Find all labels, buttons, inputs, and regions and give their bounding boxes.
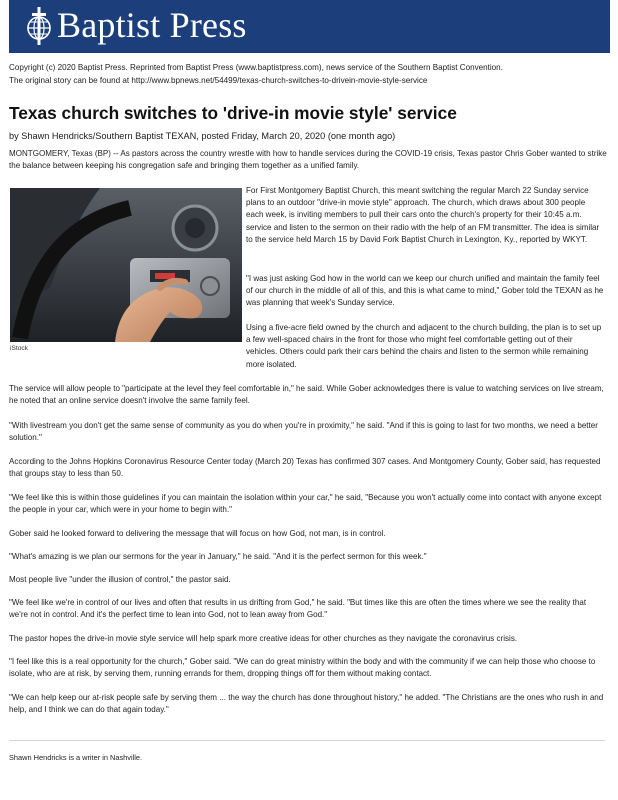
body-paragraph: The service will allow people to "participate at the level they feel comfortable in," he said. While Gober acknowledges there is value to watching services on live stream, he noted that an online service doesn't involve the same family feel. (9, 384, 604, 406)
body-paragraph: "What's amazing is we plan our sermons for the year in January," he said. "And it is the perfect sermon for this week." (9, 552, 427, 561)
body-paragraph: Gober said he looked forward to delivering the message that will focus on how God, not man, is in control. (9, 529, 386, 538)
body-paragraph: "With livestream you don't get the same sense of community as you do when you're in proximity," he said. "And if this is going to last for two months, we need a better solution." (9, 421, 598, 443)
intro-paragraph: MONTGOMERY, Texas (BP) -- As pastors across the country wrestle with how to handle services during the COVID-19 crisis, Texas pastor Chris Gober wanted to strike the balance between keeping his congregation safe and bringing them together as a unified family. (9, 149, 607, 171)
masthead-banner (9, 0, 610, 53)
article-headline: Texas church switches to 'drive-in movie style' service (9, 103, 457, 123)
body-paragraph: According to the Johns Hopkins Coronavirus Resource Center today (March 20) Texas has confirmed 307 cases. And Montgomery County, Gober said, has requested that groups stay to less than 50. (9, 457, 601, 479)
side-paragraph: For First Montgomery Baptist Church, this meant switching the regular March 22 Sunday service plans to an outdoor "drive-in movie style" approach. The church, which draws about 300 people each week, is inviting members to pull their cars onto the church's property for their 10:45 a.m. service and listen to the sermon on their radio with the help of an FM transmitter. The idea is similar to the service held March 15 by David Fork Baptist Church in Lexington, Ky., reported by WKYT. (246, 186, 600, 244)
body-paragraph: The pastor hopes the drive-in movie style service will help spark more creative ideas for other churches as they navigate the coronavirus crisis. (9, 634, 518, 643)
cross-globe-icon (23, 6, 55, 46)
photo-caption: iStock (10, 345, 28, 352)
body-paragraph: "We can help keep our at-risk people safe by serving them ... the way the church has done throughout history," he added. "The Christians are the ones who rush in and help, and I think we can do that again today." (9, 693, 604, 715)
side-paragraph: "I was just asking God how in the world can we keep our church unified and maintain the family feel of our church in the middle of all of this, and this is what came to mind," Gober told the TEXAN as he was planning that week's Sunday service. (246, 274, 604, 308)
copyright-line: Copyright (c) 2020 Baptist Press. Reprinted from Baptist Press (www.baptistpress.com), news service of the Southern Baptist Convention. (9, 63, 503, 72)
brand-title[interactable]: Baptist Press (57, 5, 247, 45)
original-story-line: The original story can be found at http://www.bpnews.net/54499/texas-church-switches-to-drivein-movie-style-service (9, 76, 428, 85)
body-paragraph: "We feel like this is within those guidelines if you can maintain the isolation within your car," he said, "Because you won't actually come into contact with anyone except the people in your car, which were in your home to begin with." (9, 493, 602, 515)
article-byline: by Shawn Hendricks/Southern Baptist TEXAN, posted Friday, March 20, 2020 (one month ago) (9, 131, 396, 141)
side-paragraph: Using a five-acre field owned by the church and adjacent to the church building, the plan is to set up a few well-spaced chairs in the front for those who might feel comfortable getting out of their vehicles. Others could park their cars behind the chairs and listen to the sermon while remaining more isolated. (246, 323, 602, 369)
body-paragraph: Most people live "under the illusion of control," the pastor said. (9, 575, 231, 584)
author-note: Shawn Hendricks is a writer in Nashville. (9, 753, 143, 762)
body-paragraph: "I feel like this is a real opportunity for the church," Gober said. "We can do great ministry within the body and with the community if we can help those who choose to isolate, who are at risk, by serving them, running errands for them, dropping things off for them without making contact. (9, 657, 596, 679)
car-radio-photo (10, 188, 242, 342)
body-paragraph: "We feel like we're in control of our lives and often that results in us drifting from God," he said. "But times like this are often the times where we see the reality that we're not in control. And it's the perfect time to lean into God, not to lean away from God." (9, 598, 587, 620)
footer-divider (9, 740, 605, 741)
